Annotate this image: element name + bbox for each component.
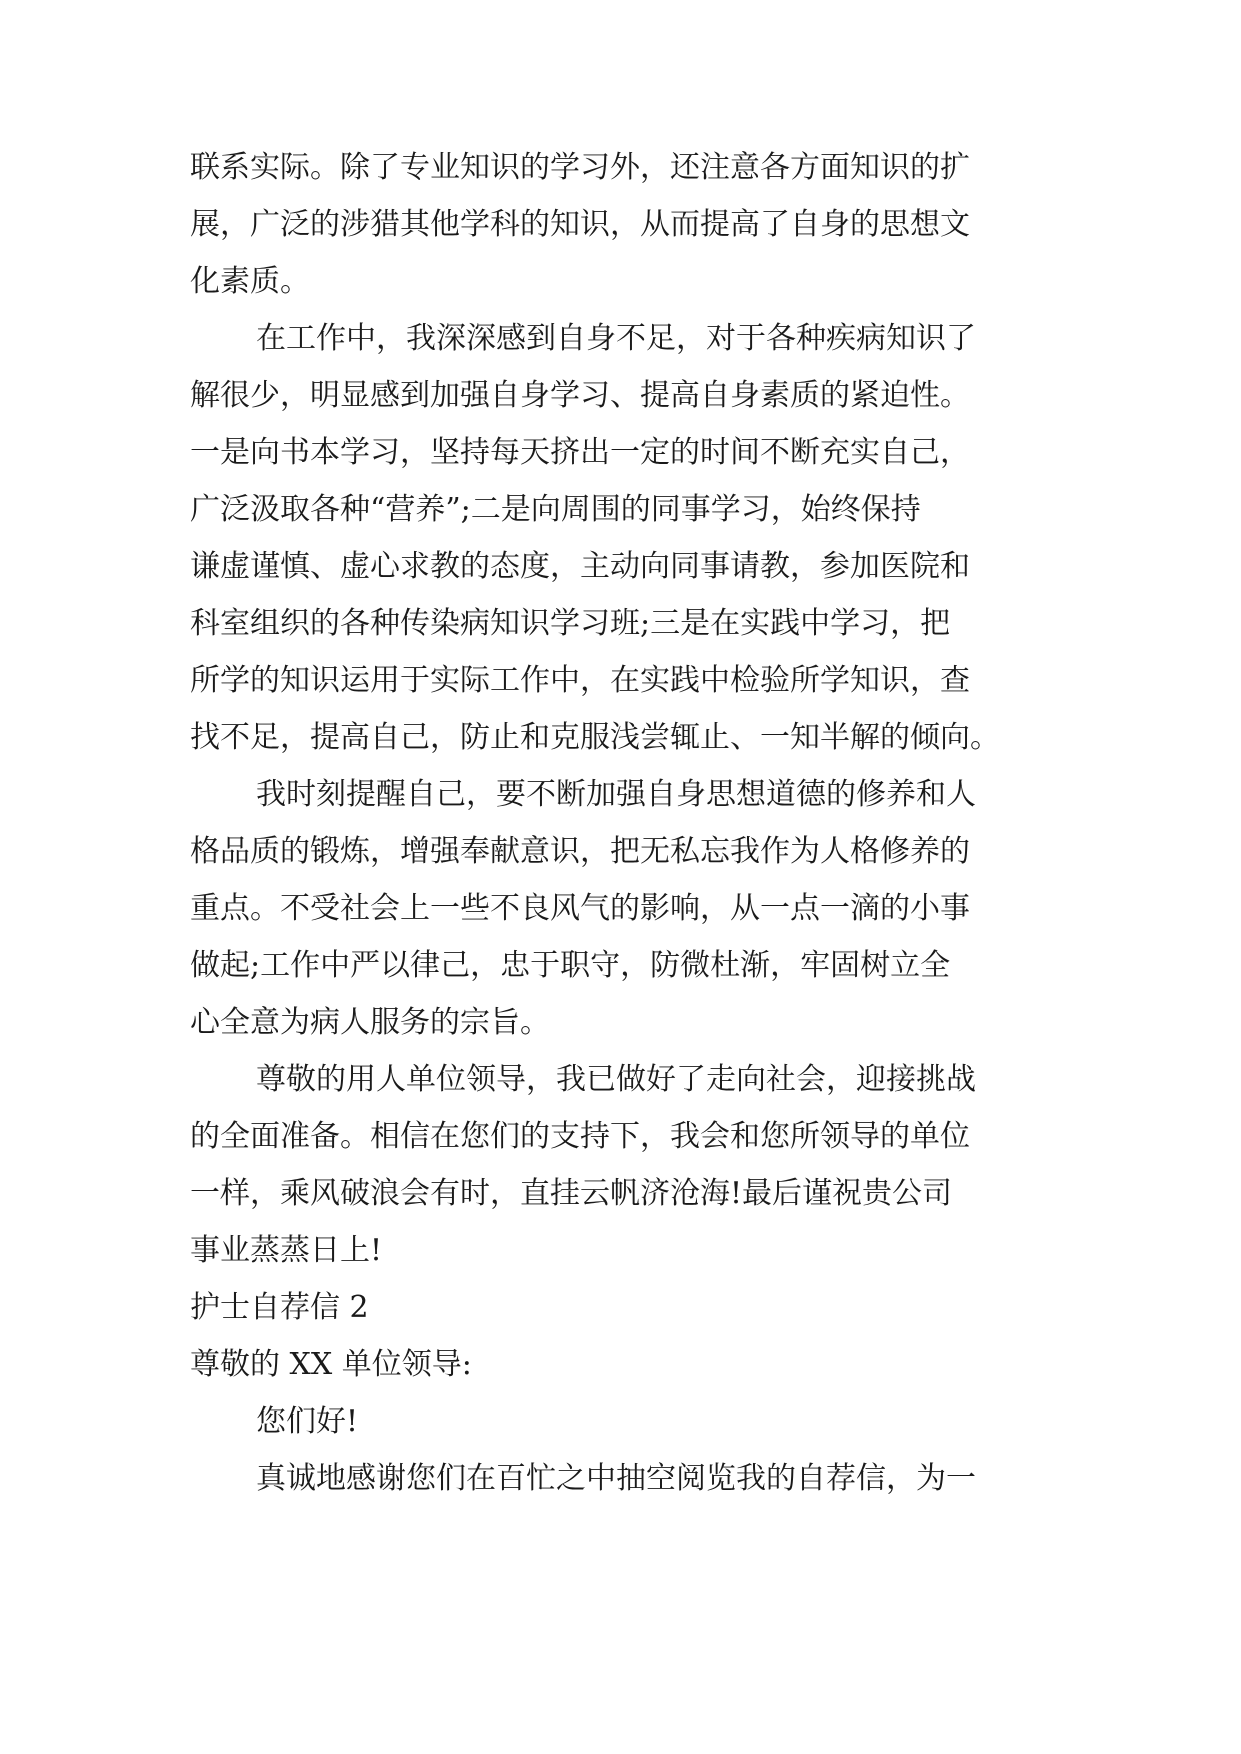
text-line: 联系实际。除了专业知识的学习外，还注意各方面知识的扩 [190, 150, 970, 185]
salutation: 尊敬的 XX 单位领导: [190, 1347, 472, 1382]
text-line: 事业蒸蒸日上! [190, 1233, 383, 1268]
paragraph-start-line: 尊敬的用人单位领导，我已做好了走向社会，迎接挑战 [256, 1062, 976, 1097]
paragraph-start-line: 真诚地感谢您们在百忙之中抽空阅览我的自荐信，为一 [256, 1461, 976, 1496]
section-title: 护士自荐信 2 [190, 1290, 369, 1325]
text-line: 化素质。 [190, 264, 310, 299]
greeting: 您们好! [256, 1404, 359, 1439]
text-line: 所学的知识运用于实际工作中，在实践中检验所学知识，查 [190, 663, 970, 698]
text-line: 找不足，提高自己，防止和克服浅尝辄止、一知半解的倾向。 [190, 720, 1000, 755]
text-line: 科室组织的各种传染病知识学习班;三是在实践中学习，把 [190, 606, 951, 641]
text-line: 重点。不受社会上一些不良风气的影响，从一点一滴的小事 [190, 891, 970, 926]
text-line: 格品质的锻炼，增强奉献意识，把无私忘我作为人格修养的 [190, 834, 970, 869]
text-line: 一是向书本学习，坚持每天挤出一定的时间不断充实自己， [190, 435, 970, 470]
text-line: 的全面准备。相信在您们的支持下，我会和您所领导的单位 [190, 1119, 970, 1154]
paragraph-start-line: 我时刻提醒自己，要不断加强自身思想道德的修养和人 [256, 777, 976, 812]
text-line: 展，广泛的涉猎其他学科的知识，从而提高了自身的思想文 [190, 207, 970, 242]
text-line: 谦虚谨慎、虚心求教的态度，主动向同事请教，参加医院和 [190, 549, 970, 584]
text-line: 解很少，明显感到加强自身学习、提高自身素质的紧迫性。 [190, 378, 970, 413]
text-line: 心全意为病人服务的宗旨。 [190, 1005, 550, 1040]
text-line: 一样，乘风破浪会有时，直挂云帆济沧海!最后谨祝贵公司 [190, 1176, 953, 1211]
text-line: 做起;工作中严以律己，忠于职守，防微杜渐，牢固树立全 [190, 948, 951, 983]
text-line: 广泛汲取各种“营养”;二是向周围的同事学习，始终保持 [190, 492, 921, 527]
paragraph-start-line: 在工作中，我深深感到自身不足，对于各种疾病知识了 [256, 321, 976, 356]
